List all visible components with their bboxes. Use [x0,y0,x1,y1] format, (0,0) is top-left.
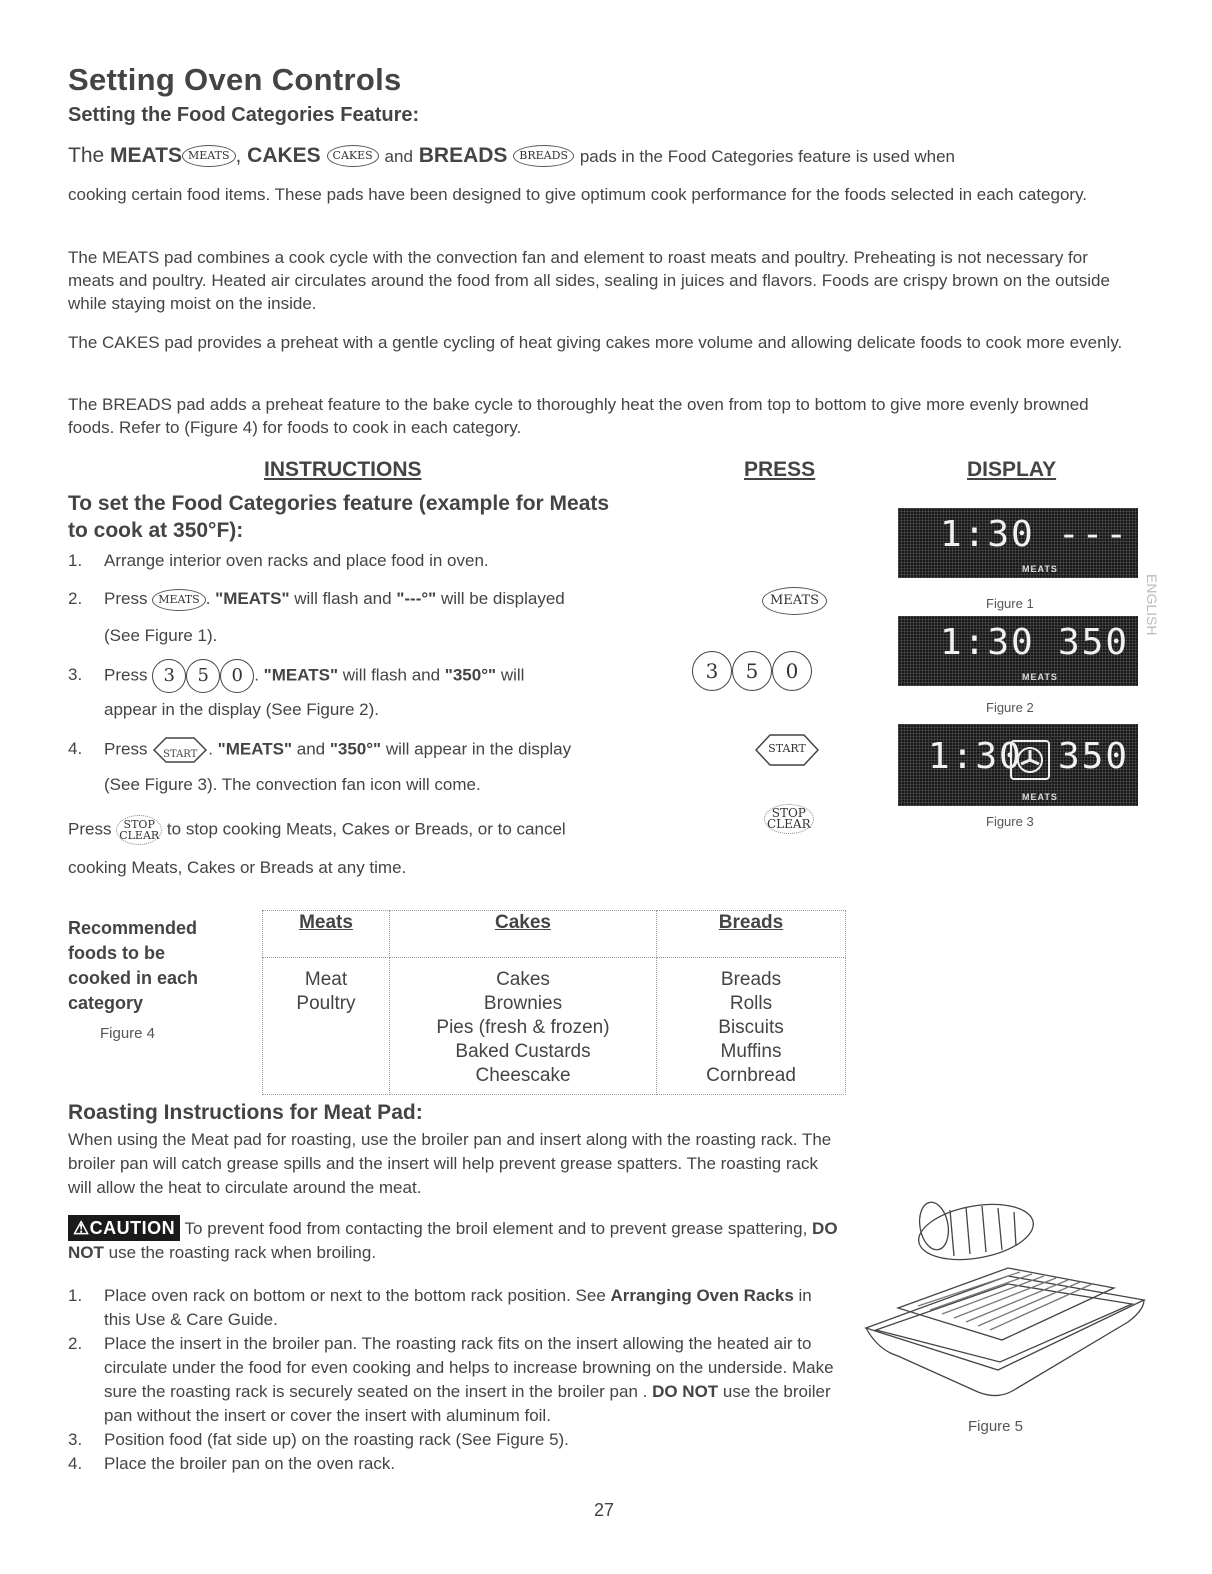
meats-pad-icon: MEATS [182,145,236,167]
step-4-cont: (See Figure 3). The convection fan icon will come. [104,775,481,794]
list-item: Baked Custards [455,1041,591,1062]
figure-5-caption: Figure 5 [968,1418,1024,1435]
list-item: Breads [720,969,782,990]
display-figure-1 [898,508,1138,578]
step-text: will flash and [289,589,397,608]
stop-instruction-cont: cooking Meats, Cakes or Breads at any time. [68,858,407,877]
key-3-icon: 3 [692,651,732,691]
step-text: will flash and [338,665,445,685]
intro-line-2: cooking certain food items. These pads have been designed to give optimum cook performance for the foods selected in each category. [68,185,1088,204]
figure-2-caption: Figure 2 [986,700,1034,715]
step-bold: "350°" [329,739,382,759]
stop-clear-pad-icon [116,815,162,845]
step-text: Place oven rack on bottom or next to the bottom rack position. See [104,1286,611,1305]
display-time: 1:30 [940,622,1035,663]
meats-cell [263,958,390,1095]
breads-cell [657,958,846,1095]
step-text: will appear in the display [381,739,572,759]
step-number: 4. [68,739,83,759]
caution-bold: DO NOT [68,1219,838,1262]
start-pad-icon [152,736,208,764]
display-figure-3 [898,724,1138,806]
column-header-meats: Meats [263,911,390,958]
display-temp: 350 [1058,736,1130,777]
roasting-steps [68,1284,838,1476]
step-text: in this Use & Care Guide. [104,1286,812,1329]
display-mode: MEATS [1022,792,1058,802]
step-bold: "350°" [444,665,497,685]
step-2 [68,587,565,611]
step-number: 2. [68,1334,83,1353]
step-text: Position food (fat side up) on the roasting rack (See Figure 5). [104,1430,569,1449]
stop-clear-pad-icon [764,804,814,834]
key-5-icon: 5 [732,651,772,691]
cakes-paragraph: The CAKES pad provides a preheat with a gentle cycling of heat giving cakes more volume and allowing delicate foods to cook more evenly. [68,333,1123,352]
step-text: Arrange interior oven racks and place food in oven. [104,551,489,570]
step-bold: "MEATS" [217,739,293,759]
stop-instruction [68,815,566,845]
roasting-intro: When using the Meat pad for roasting, use the broiler pan and insert along with the roasting rack. The broiler pan will catch grease spills and the insert will help prevent grease spatters. The roasting rack will allow the heat to circulate around the meat. [68,1130,832,1197]
stop-label: STOP [123,818,155,831]
list-item: Cornbread [706,1065,796,1086]
meats-paragraph: The MEATS pad combines a cook cycle with the convection fan and element to roast meats and poultry. Preheating is not necessary for meats and poultry. Heated air circulates around the food from all sides, sealing in juices and flavors. Foods are crispy brown on the outside while staying moist on the inside. [68,248,1110,313]
display-time: 1:30 [940,514,1035,555]
step-text: . [254,665,264,685]
step-text: Place the insert in the broiler pan. The roasting rack fits on the insert allowing the heated air to circulate under the food for even cooking and helps to increase browning on the underside. Make sure the roasting rack is securely seated on the insert in the broiler pan . [104,1334,834,1401]
step-text: Press [104,739,148,759]
press-meats [762,587,827,615]
stop-label: STOP [771,806,806,820]
intro-breads-label: BREADS [418,144,508,167]
step-text: will [496,665,525,685]
meats-pad-icon: MEATS [152,589,206,611]
step-text: . [208,739,218,759]
step-text: use the broiler pan without the insert or cover the insert with aluminum foil. [104,1382,831,1425]
instructions-title: To set the Food Categories feature (example for Meats to cook at 350°F): [68,492,610,542]
instructions-heading: INSTRUCTIONS [264,458,422,481]
display-temp: 350 [1058,622,1130,663]
intro-and: and [384,147,413,166]
step-bold: "MEATS" [263,665,339,685]
caution-badge: ⚠CAUTION [68,1215,180,1241]
press-heading: PRESS [744,458,816,481]
key-0-icon: 0 [220,659,254,693]
step-number: 3. [68,665,83,685]
breads-paragraph: The BREADS pad adds a preheat feature to the bake cycle to thoroughly heat the oven from top to bottom to give more evenly browned foods. Refer to (Figure 4) for foods to cook in each category. [68,395,1089,437]
step-number: 3. [68,1430,83,1449]
list-item [68,1332,838,1428]
start-pad-label: START [768,742,806,755]
breads-pad-icon: BREADS [513,145,574,167]
list-item: Cheescake [475,1065,571,1086]
start-pad-icon [754,733,820,767]
step-number: 2. [68,589,83,608]
side-language-tab: ENGLISH [1144,574,1160,636]
step-4 [68,736,571,764]
step-text: Press [68,819,112,839]
step-3-cont: appear in the display (See Figure 2). [104,700,379,719]
step-bold: "MEATS" [215,589,290,608]
list-item: Rolls [729,993,773,1014]
figure-3-caption: Figure 3 [986,814,1034,829]
key-5-icon: 5 [186,659,220,693]
key-0-icon: 0 [772,651,812,691]
intro-the: The [68,144,105,167]
step-text: Press [104,665,148,685]
figure-4-caption: Figure 4 [100,1025,156,1042]
food-categories-table [262,910,846,1095]
caution-text: use the roasting rack when broiling. [103,1243,377,1262]
convection-fan-icon [1010,740,1050,780]
meats-pad-icon: MEATS [762,587,827,615]
cakes-pad-icon: CAKES [327,145,379,167]
caution-note [68,1215,838,1265]
column-header-cakes: Cakes [390,911,657,958]
list-item [68,1428,838,1452]
step-text: Place the broiler pan on the oven rack. [104,1454,396,1473]
display-time: 1:30 [928,736,1023,777]
food-table-label: Recommended foods to be cooked in each category [68,918,199,1013]
list-item: Biscuits [718,1017,784,1038]
list-item: Muffins [720,1041,782,1062]
roasting-title: Roasting Instructions for Meat Pad: [68,1101,423,1124]
list-item: Cakes [496,969,550,990]
list-item: Brownies [483,993,563,1014]
list-item: Meat [304,969,348,990]
table-row [263,958,846,1095]
step-3 [68,659,524,693]
broiler-pan-illustration [858,1180,1148,1410]
key-3-icon: 3 [152,659,186,693]
step-number: 1. [68,551,83,570]
section-subtitle: Setting the Food Categories Feature: [68,104,420,126]
column-header-breads: Breads [657,911,846,958]
list-item: Pies (fresh & frozen) [436,1017,610,1038]
caution-text: To prevent food from contacting the broil element and to prevent grease spattering, [180,1219,813,1238]
display-mode: MEATS [1022,672,1058,682]
step-text: Press [104,589,148,608]
display-mode: MEATS [1022,564,1058,574]
step-number: 1. [68,1286,83,1305]
page-title: Setting Oven Controls [68,62,402,97]
step-bold: "---°" [396,589,437,608]
step-bold: Arranging Oven Racks [610,1286,794,1305]
table-header-row [263,911,846,958]
clear-label: CLEAR [767,817,811,831]
list-item [68,1452,838,1476]
step-1 [68,549,489,572]
cakes-cell [390,958,657,1095]
start-pad-label: START [163,749,198,760]
list-item [68,1284,838,1332]
page-number: 27 [594,1500,615,1520]
press-keys [692,651,812,691]
display-heading: DISPLAY [967,458,1057,481]
step-text: and [292,739,330,759]
intro-rest: pads in the Food Categories feature is used when [579,147,956,166]
step-bold: DO NOT [652,1382,719,1401]
intro-cakes-label: CAKES [247,144,321,167]
step-text: to stop cooking Meats, Cakes or Breads, or to cancel [166,819,566,839]
figure-1-caption: Figure 1 [986,596,1034,611]
clear-label: CLEAR [119,829,160,842]
list-item: Poultry [296,993,356,1014]
intro-meats-label: MEATS [110,144,182,167]
step-text: . [205,589,216,608]
intro-line: The MEATS MEATS , CAKES CAKES and BREADS BREADS pads in the Food Categories feature is used when [68,144,956,167]
step-number: 4. [68,1454,83,1473]
step-2-cont: (See Figure 1). [104,626,218,645]
display-figure-2 [898,616,1138,686]
step-text: will be displayed [436,589,565,608]
display-temp: --- [1058,514,1130,555]
